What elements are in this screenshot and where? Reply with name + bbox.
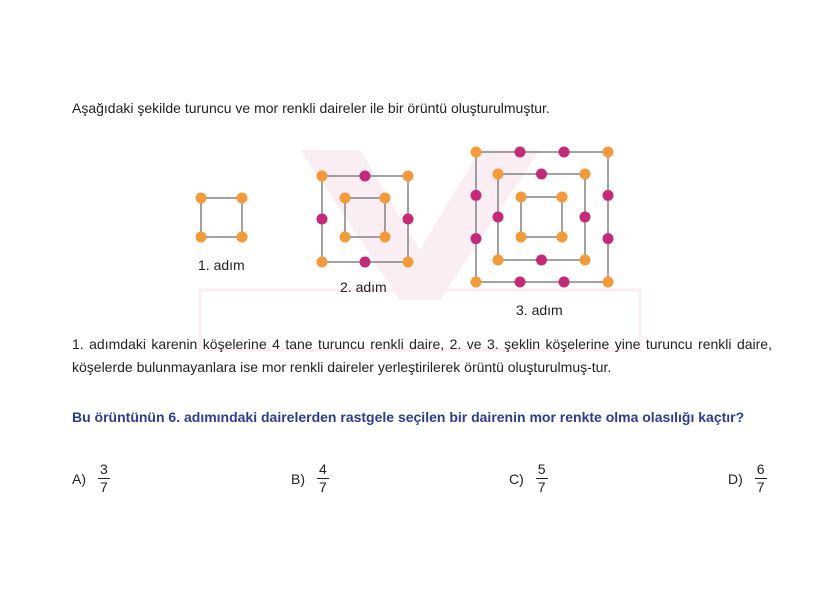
purple-dot — [515, 147, 526, 158]
orange-dot — [493, 255, 504, 266]
purple-dot — [471, 190, 482, 201]
option-c-numerator: 5 — [537, 461, 546, 477]
orange-dot — [317, 171, 328, 182]
option-a-letter: A) — [72, 470, 86, 487]
step-2-square-2 — [345, 198, 385, 237]
purple-dot — [360, 171, 371, 182]
purple-dot — [493, 212, 504, 223]
orange-dot — [317, 257, 328, 268]
option-b[interactable] — [291, 462, 329, 495]
purple-dot — [603, 190, 614, 201]
purple-dot — [559, 147, 570, 158]
step-2-label: 2. adım — [340, 279, 387, 295]
intro-text: Aşağıdaki şekilde turuncu ve mor renkli daireler ile bir örüntü oluşturulmuştur. — [72, 100, 550, 116]
option-a-fraction — [98, 462, 110, 495]
orange-dot — [493, 169, 504, 180]
option-c-denominator: 7 — [537, 479, 546, 495]
option-b-letter: B) — [291, 470, 305, 487]
purple-dot — [471, 233, 482, 244]
orange-dot — [580, 169, 591, 180]
step-3-square-2 — [498, 174, 585, 260]
purple-dot — [536, 169, 547, 180]
purple-dot — [515, 277, 526, 288]
orange-dot — [340, 232, 351, 243]
orange-dot — [403, 171, 414, 182]
step-1-label: 1. adım — [198, 257, 245, 273]
purple-dot — [580, 212, 591, 223]
orange-dot — [196, 232, 207, 243]
orange-dot — [380, 193, 391, 204]
orange-dot — [237, 232, 248, 243]
option-b-fraction — [317, 462, 329, 495]
option-c[interactable] — [509, 462, 548, 495]
purple-dot — [403, 214, 414, 225]
option-d-denominator: 7 — [756, 479, 765, 495]
option-a-numerator: 3 — [100, 461, 108, 477]
purple-dot — [317, 214, 328, 225]
purple-dot — [559, 277, 570, 288]
description-paragraph: 1. adımdaki karenin köşelerine 4 tane turuncu renkli daire, 2. ve 3. şeklin köşelerine yine turuncu renkli daire, köşelerde bulunmayanlara ise mor renkli daireler yerleştirilerek örüntü oluşturulmuş-tur. — [72, 336, 772, 375]
option-a[interactable] — [72, 462, 110, 495]
orange-dot — [471, 147, 482, 158]
option-b-numerator: 4 — [319, 461, 327, 477]
orange-dot — [603, 277, 614, 288]
purple-dot — [360, 257, 371, 268]
orange-dot — [603, 147, 614, 158]
option-d-letter: D) — [728, 470, 743, 487]
orange-dot — [516, 232, 527, 243]
option-a-denominator: 7 — [100, 479, 108, 495]
question-text: Bu örüntünün 6. adımındaki dairelerden rastgele seçilen bir dairenin mor renkte olma olasılığı kaçtır? — [72, 409, 745, 425]
orange-dot — [403, 257, 414, 268]
purple-dot — [536, 255, 547, 266]
option-d[interactable] — [728, 462, 767, 495]
step-3-label: 3. adım — [516, 302, 563, 318]
orange-dot — [471, 277, 482, 288]
step-2-square-1 — [322, 176, 408, 262]
step-1-square-1 — [201, 198, 242, 237]
option-c-letter: C) — [509, 470, 524, 487]
option-b-denominator: 7 — [319, 479, 327, 495]
option-c-fraction — [536, 462, 548, 495]
purple-dot — [603, 233, 614, 244]
orange-dot — [237, 193, 248, 204]
orange-dot — [557, 192, 568, 203]
orange-dot — [580, 255, 591, 266]
option-d-numerator: 6 — [756, 461, 765, 477]
step-3-square-3 — [521, 197, 562, 237]
orange-dot — [516, 192, 527, 203]
option-d-fraction — [755, 462, 767, 495]
orange-dot — [557, 232, 568, 243]
orange-dot — [196, 193, 207, 204]
orange-dot — [340, 193, 351, 204]
orange-dot — [380, 232, 391, 243]
